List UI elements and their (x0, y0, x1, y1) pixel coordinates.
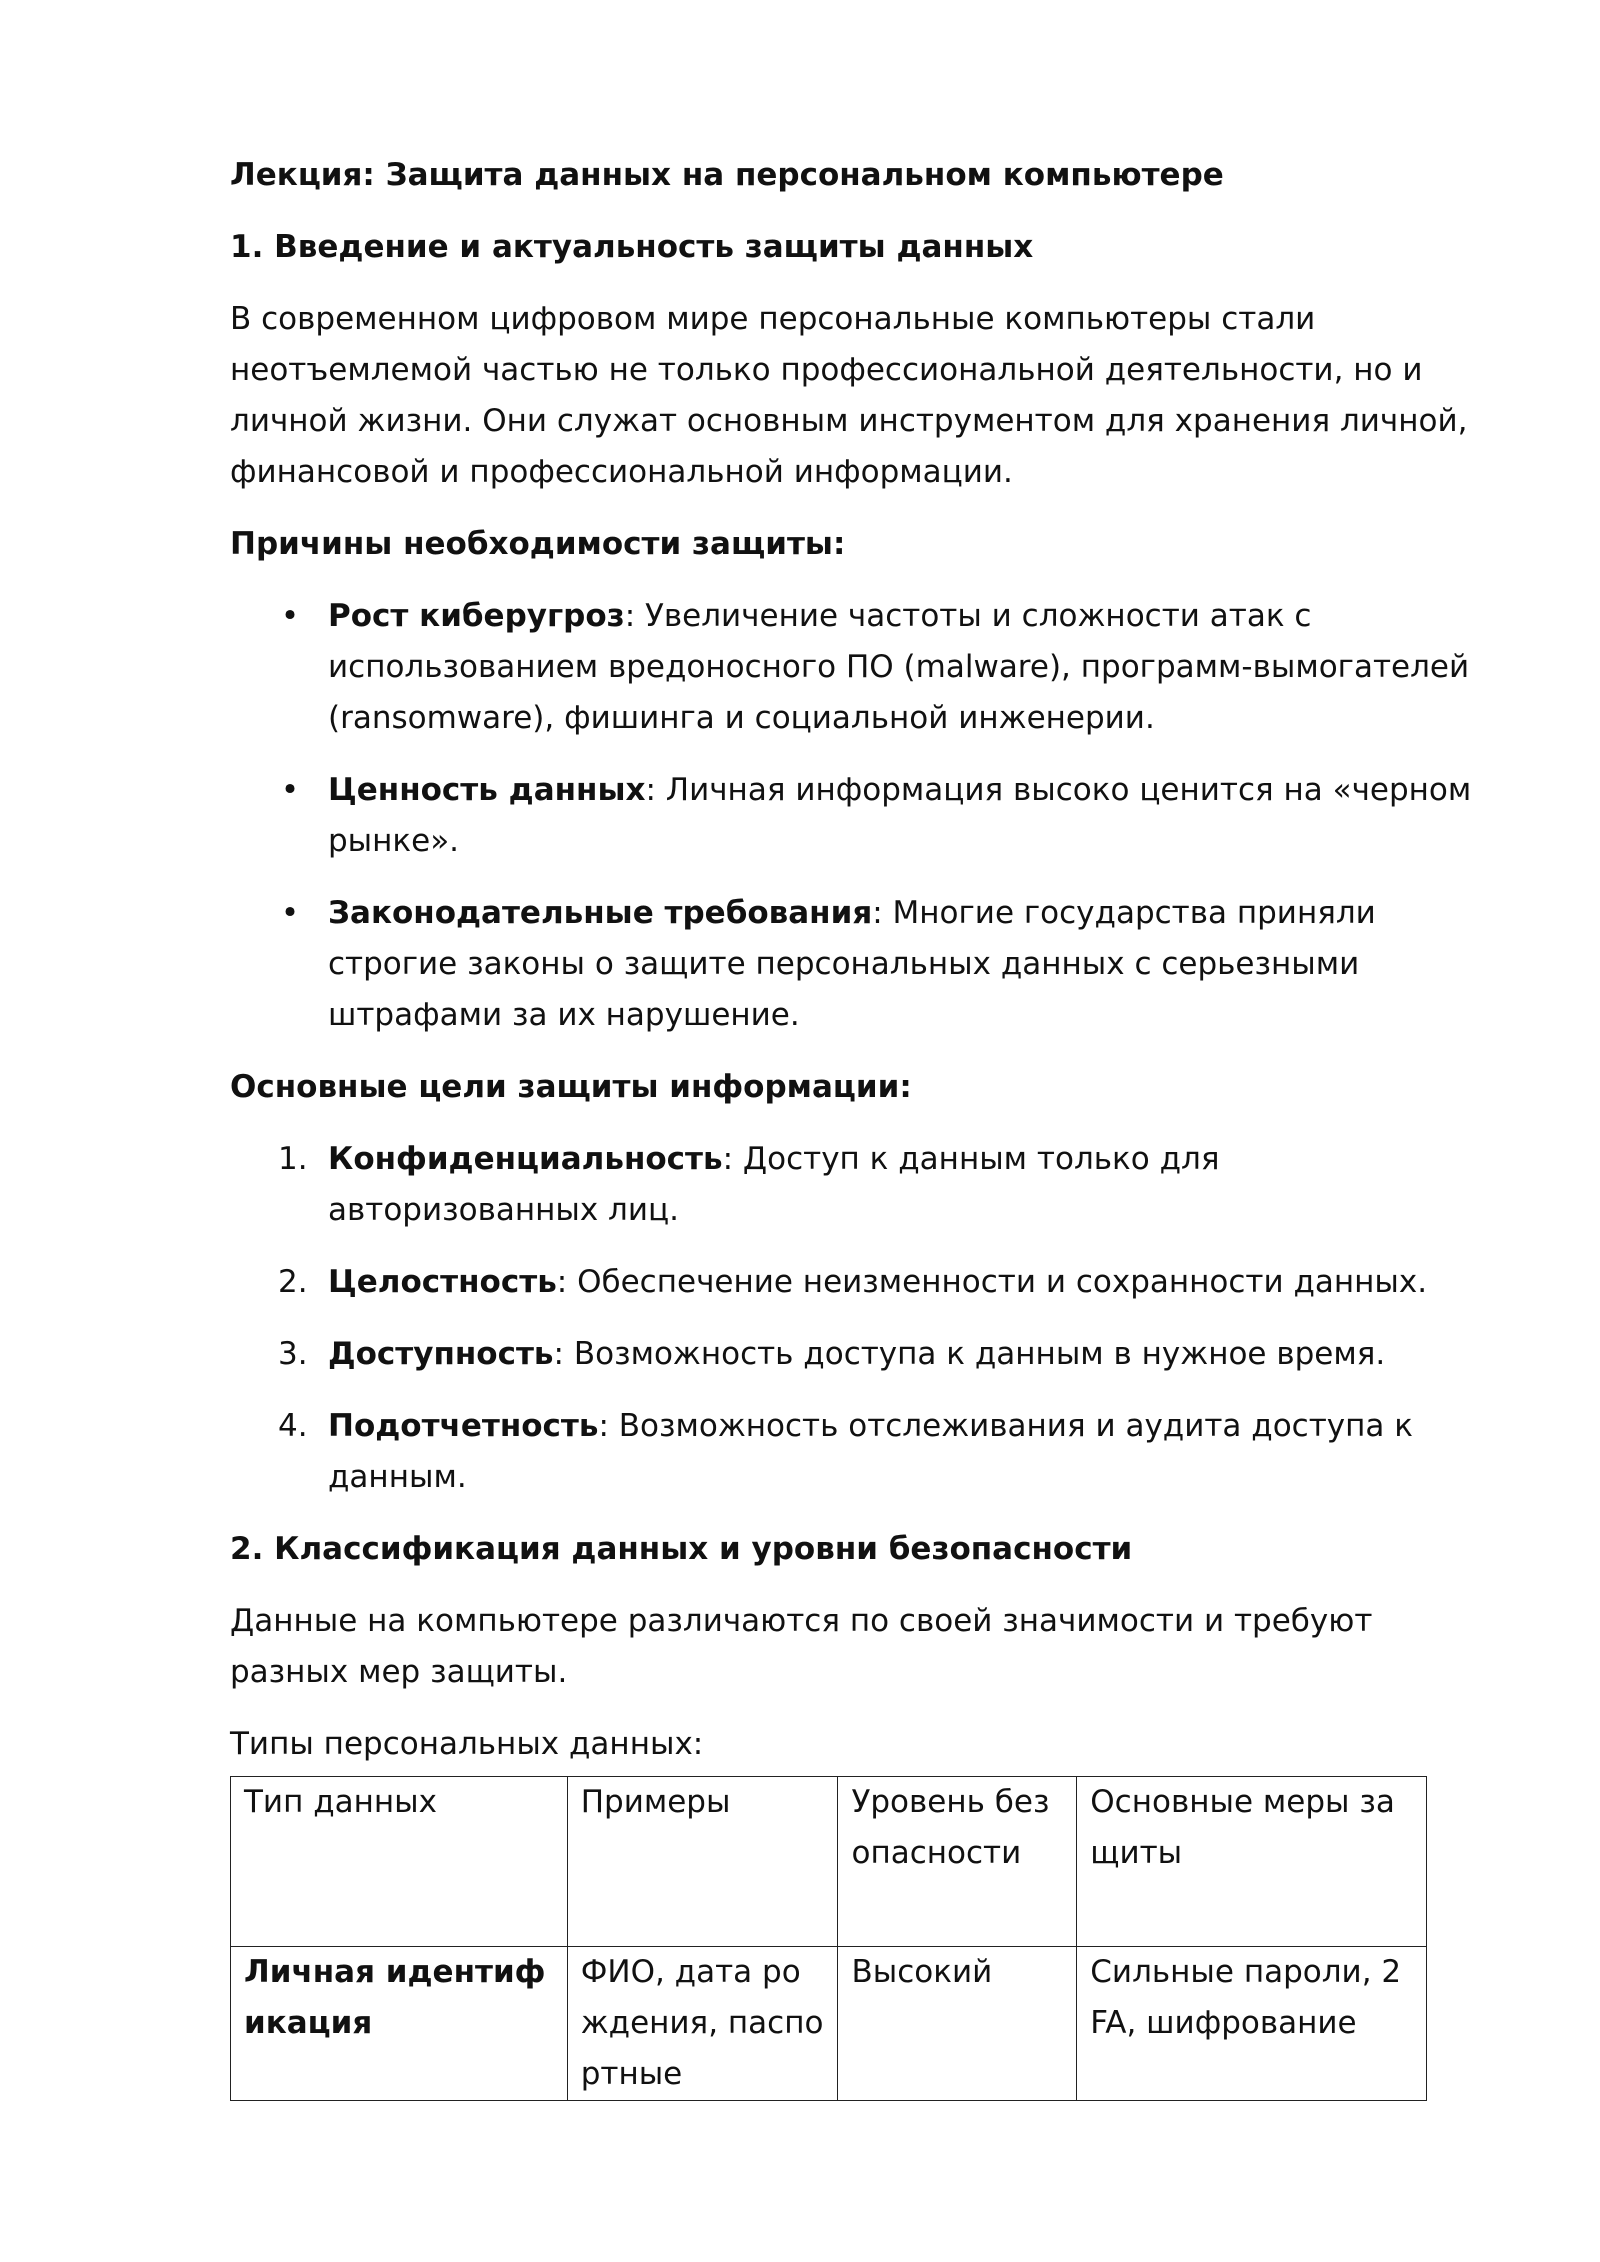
goals-list (230, 1134, 1480, 1503)
document-page (230, 150, 1480, 2101)
reason-term: Рост киберугроз (328, 598, 625, 634)
table-header-row (231, 1777, 1427, 1947)
list-item (230, 1134, 1480, 1236)
table-header-cell: Уровень безопасности (838, 1777, 1077, 1947)
section-1-intro: В современном цифровом мире персональные компьютеры стали неотъемлемой частью не только профессиональной деятельности, но и личной жизни. Они служат основным инструментом для хранения личной, финансовой и профессиональной информации. (230, 301, 1468, 490)
goal-text: : Обеспечение неизменности и сохранности данных. (556, 1264, 1428, 1300)
list-number: 3. (278, 1336, 308, 1372)
data-types-table (230, 1776, 1427, 2101)
section-2-heading: 2. Классификация данных и уровни безопасности (230, 1531, 1133, 1567)
goals-heading: Основные цели защиты информации: (230, 1069, 912, 1105)
reason-text: : Увеличение частоты и сложности атак с использованием вредоносного ПО (malware), программ-вымогателей (ransomware), фишинга и социальной инженерии. (328, 598, 1470, 736)
list-number: 4. (278, 1408, 308, 1444)
goal-text: : Доступ к данным только для авторизованных лиц. (328, 1141, 1220, 1228)
table-cell: Личная идентификация (231, 1947, 568, 2101)
section-1-heading: 1. Введение и актуальность защиты данных (230, 229, 1034, 265)
list-item (230, 888, 1480, 1041)
table-cell: Высокий (838, 1947, 1077, 2101)
reason-term: Законодательные требования (328, 895, 873, 931)
goal-term: Целостность (328, 1264, 557, 1300)
list-number: 1. (278, 1141, 308, 1177)
table-caption: Типы персональных данных: (230, 1726, 704, 1762)
bullet-icon: • (280, 598, 300, 634)
reason-text: : Многие государства приняли строгие законы о защите персональных данных с серьезными штрафами за их нарушение. (328, 895, 1376, 1033)
list-item (230, 1329, 1480, 1380)
goal-term: Подотчетность (328, 1408, 599, 1444)
list-item (230, 1257, 1480, 1308)
reason-text: : Личная информация высоко ценится на «черном рынке». (328, 772, 1472, 859)
bullet-icon: • (280, 895, 300, 931)
list-item (230, 591, 1480, 744)
goal-term: Конфиденциальность (328, 1141, 723, 1177)
table-header-cell: Примеры (567, 1777, 838, 1947)
goal-text: : Возможность отслеживания и аудита доступа к данным. (328, 1408, 1413, 1495)
list-item (230, 765, 1480, 867)
table-header-cell: Основные меры защиты (1077, 1777, 1427, 1947)
bullet-icon: • (280, 772, 300, 808)
reasons-list (230, 591, 1480, 1041)
goal-term: Доступность (328, 1336, 554, 1372)
table-header-cell: Тип данных (231, 1777, 568, 1947)
table-row (231, 1947, 1427, 2101)
table-cell: ФИО, дата рождения, паспортные (567, 1947, 838, 2101)
list-item (230, 1401, 1480, 1503)
list-number: 2. (278, 1264, 308, 1300)
document-title: Лекция: Защита данных на персональном компьютере (230, 157, 1224, 193)
goal-text: : Возможность доступа к данным в нужное время. (553, 1336, 1386, 1372)
section-2-intro: Данные на компьютере различаются по своей значимости и требуют разных мер защиты. (230, 1603, 1373, 1690)
table-cell: Сильные пароли, 2FA, шифрование (1077, 1947, 1427, 2101)
reason-term: Ценность данных (328, 772, 646, 808)
reasons-heading: Причины необходимости защиты: (230, 526, 846, 562)
